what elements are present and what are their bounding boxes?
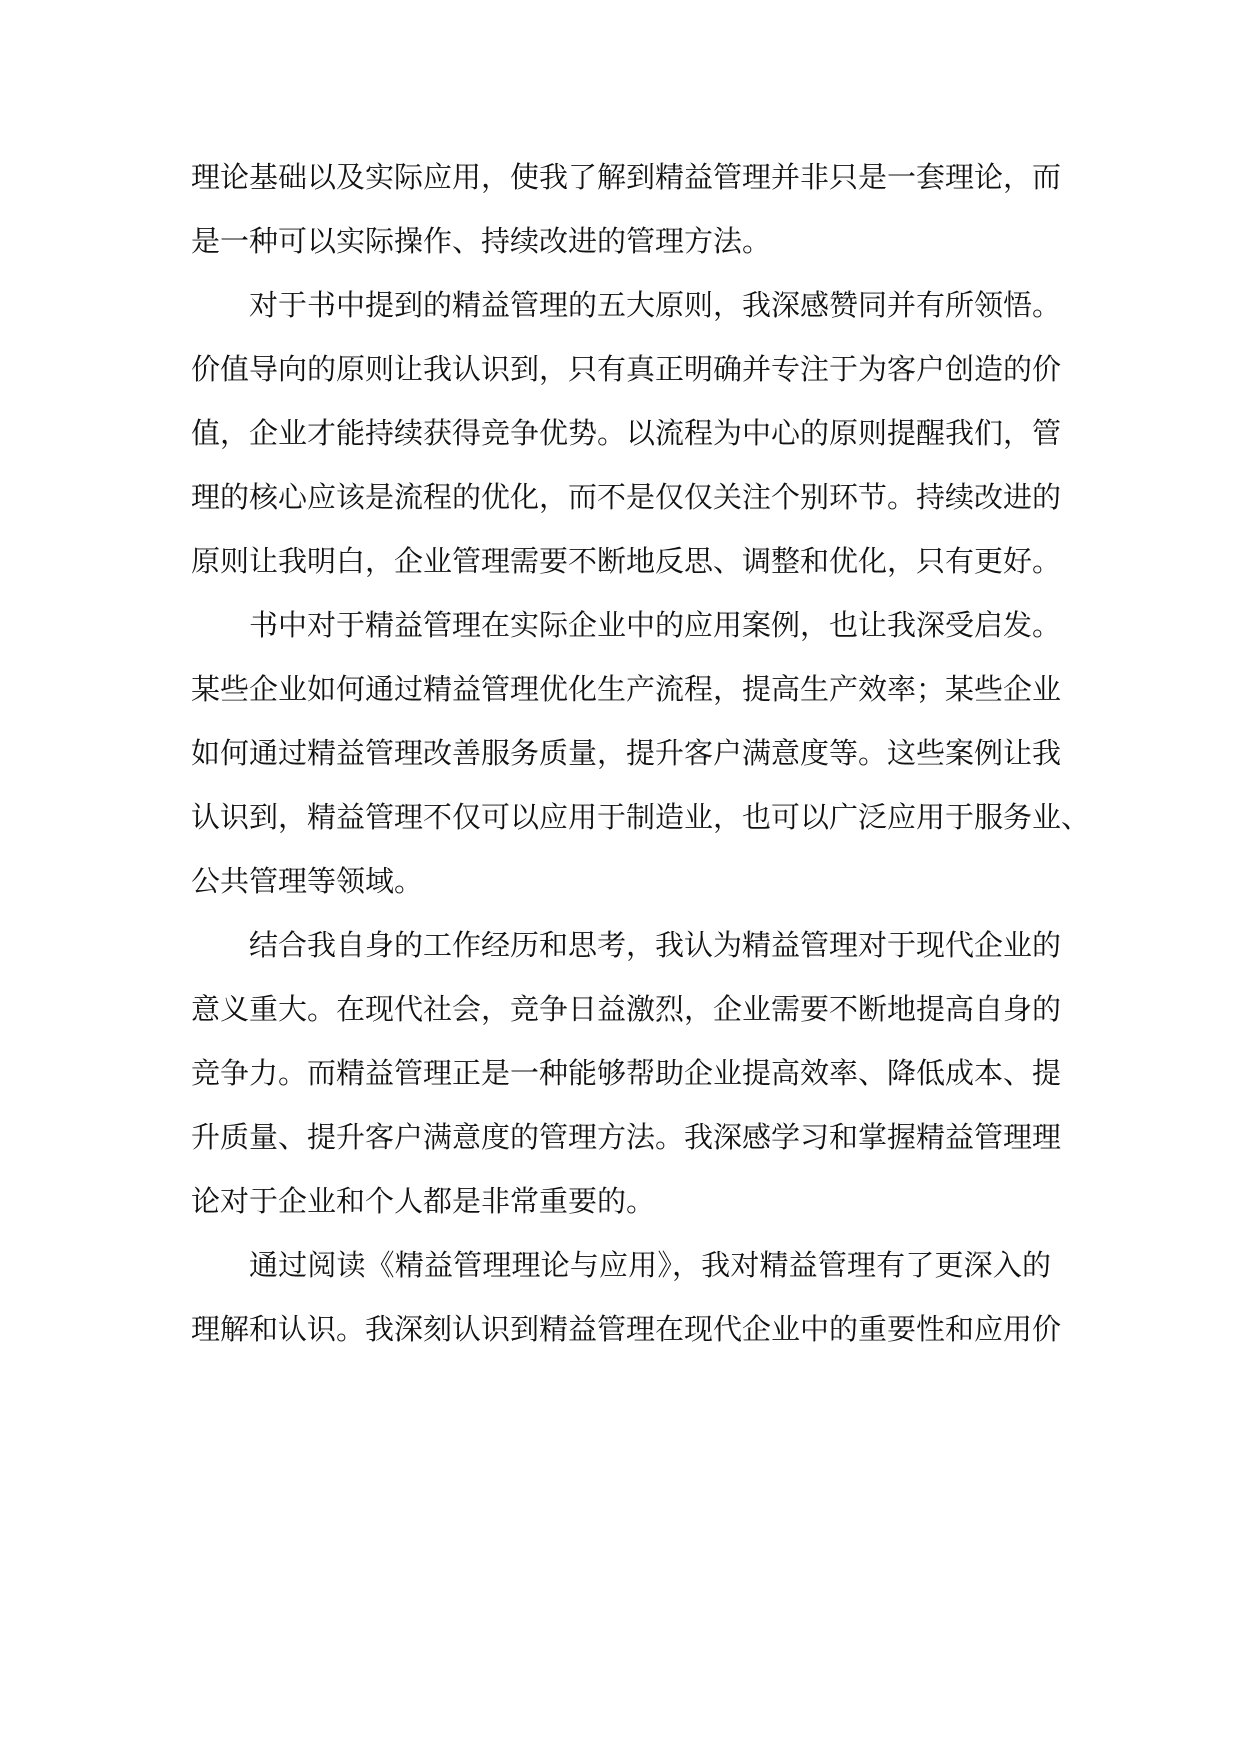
text-line: 认识到，精益管理不仅可以应用于制造业，也可以广泛应用于服务业、 — [191, 800, 1091, 834]
text-line: 竞争力。而精益管理正是一种能够帮助企业提高效率、降低成本、提 — [191, 1056, 1062, 1090]
text-line: 是一种可以实际操作、持续改进的管理方法。 — [191, 224, 772, 258]
text-line: 通过阅读《精益管理理论与应用》，我对精益管理有了更深入的 — [249, 1248, 1051, 1282]
text-line: 公共管理等领域。 — [191, 864, 424, 898]
text-line: 书中对于精益管理在实际企业中的应用案例，也让我深受启发。 — [249, 608, 1062, 642]
text-line: 升质量、提升客户满意度的管理方法。我深感学习和掌握精益管理理 — [191, 1120, 1062, 1154]
text-line: 对于书中提到的精益管理的五大原则，我深感赞同并有所领悟。 — [249, 288, 1062, 322]
text-line: 某些企业如何通过精益管理优化生产流程，提高生产效率；某些企业 — [191, 672, 1062, 706]
text-line: 原则让我明白，企业管理需要不断地反思、调整和优化，只有更好。 — [191, 544, 1062, 578]
text-line: 意义重大。在现代社会，竞争日益激烈，企业需要不断地提高自身的 — [191, 992, 1062, 1026]
text-line: 论对于企业和个人都是非常重要的。 — [191, 1184, 656, 1218]
text-line: 如何通过精益管理改善服务质量，提升客户满意度等。这些案例让我 — [191, 736, 1062, 770]
text-line: 价值导向的原则让我认识到，只有真正明确并专注于为客户创造的价 — [191, 352, 1062, 386]
body-text — [191, 145, 1091, 1361]
text-line: 理论基础以及实际应用，使我了解到精益管理并非只是一套理论，而 — [191, 160, 1062, 194]
text-line: 理的核心应该是流程的优化，而不是仅仅关注个别环节。持续改进的 — [191, 480, 1062, 514]
text-line: 理解和认识。我深刻认识到精益管理在现代企业中的重要性和应用价 — [191, 1312, 1062, 1346]
text-line: 值，企业才能持续获得竞争优势。以流程为中心的原则提醒我们，管 — [191, 416, 1062, 450]
text-line: 结合我自身的工作经历和思考，我认为精益管理对于现代企业的 — [249, 928, 1062, 962]
